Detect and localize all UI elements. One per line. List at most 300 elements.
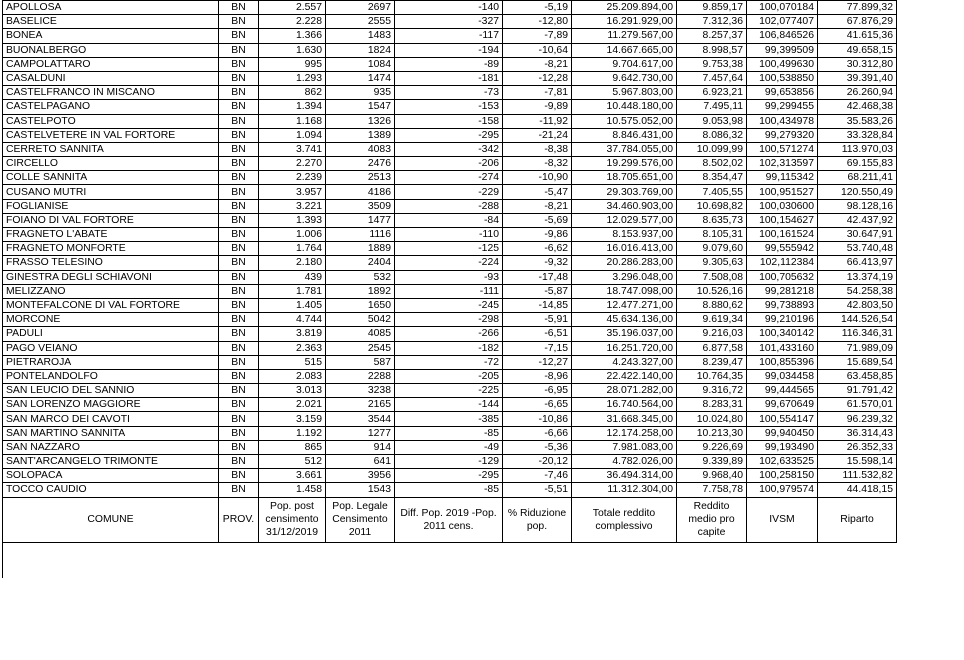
cell-totale: 8.153.937,00 <box>572 228 677 242</box>
table-row <box>3 199 897 213</box>
cell-riduzione: -5,47 <box>503 185 572 199</box>
cell-comune: CAMPOLATTARO <box>3 57 219 71</box>
cell-pop-legale: 1277 <box>326 426 395 440</box>
cell-pop-post: 512 <box>259 455 326 469</box>
table-row <box>3 242 897 256</box>
cell-prov: BN <box>219 29 259 43</box>
cell-totale: 16.016.413,00 <box>572 242 677 256</box>
cell-pop-legale: 1084 <box>326 57 395 71</box>
cell-pop-legale: 1892 <box>326 284 395 298</box>
table-row <box>3 398 897 412</box>
cell-prov: BN <box>219 1 259 15</box>
cell-totale: 12.029.577,00 <box>572 213 677 227</box>
cell-riduzione: -8,21 <box>503 199 572 213</box>
cell-pop-legale: 2555 <box>326 15 395 29</box>
cell-reddito-medio: 7.758,78 <box>677 483 747 497</box>
cell-comune: SOLOPACA <box>3 469 219 483</box>
cell-diff: -140 <box>395 1 503 15</box>
table-row <box>3 412 897 426</box>
cell-riduzione: -12,27 <box>503 355 572 369</box>
cell-riduzione: -8,38 <box>503 142 572 156</box>
table-row <box>3 157 897 171</box>
cell-totale: 14.667.665,00 <box>572 43 677 57</box>
cell-ivsm: 100,979574 <box>747 483 818 497</box>
cell-reddito-medio: 10.764,35 <box>677 369 747 383</box>
cell-diff: -342 <box>395 142 503 156</box>
cell-riparto: 35.583,26 <box>818 114 897 128</box>
cell-riparto: 96.239,32 <box>818 412 897 426</box>
cell-prov: BN <box>219 57 259 71</box>
cell-pop-legale: 4083 <box>326 142 395 156</box>
cell-pop-post: 2.270 <box>259 157 326 171</box>
cell-ivsm: 99,738893 <box>747 298 818 312</box>
cell-pop-post: 3.661 <box>259 469 326 483</box>
cell-totale: 18.747.098,00 <box>572 284 677 298</box>
cell-reddito-medio: 8.105,31 <box>677 228 747 242</box>
cell-pop-legale: 4186 <box>326 185 395 199</box>
cell-totale: 10.448.180,00 <box>572 100 677 114</box>
cell-totale: 12.477.271,00 <box>572 298 677 312</box>
cell-pop-post: 2.239 <box>259 171 326 185</box>
cell-riduzione: -21,24 <box>503 128 572 142</box>
cell-riduzione: -5,91 <box>503 313 572 327</box>
table-row <box>3 228 897 242</box>
table-row <box>3 426 897 440</box>
cell-reddito-medio: 9.305,63 <box>677 256 747 270</box>
table-row <box>3 455 897 469</box>
cell-totale: 45.634.136,00 <box>572 313 677 327</box>
cell-pop-legale: 1889 <box>326 242 395 256</box>
cell-comune: BUONALBERGO <box>3 43 219 57</box>
cell-riduzione: -14,85 <box>503 298 572 312</box>
table-row <box>3 185 897 199</box>
cell-totale: 16.740.564,00 <box>572 398 677 412</box>
cell-diff: -295 <box>395 128 503 142</box>
table-row <box>3 298 897 312</box>
cell-pop-legale: 532 <box>326 270 395 284</box>
cell-diff: -194 <box>395 43 503 57</box>
cell-prov: BN <box>219 114 259 128</box>
cell-prov: BN <box>219 71 259 85</box>
cell-pop-post: 1.393 <box>259 213 326 227</box>
cell-diff: -225 <box>395 384 503 398</box>
table-row <box>3 142 897 156</box>
cell-pop-legale: 1389 <box>326 128 395 142</box>
cell-riduzione: -8,96 <box>503 369 572 383</box>
header-diff: Diff. Pop. 2019 -Pop. 2011 cens. <box>395 497 503 542</box>
cell-reddito-medio: 8.354,47 <box>677 171 747 185</box>
cell-pop-post: 1.394 <box>259 100 326 114</box>
cell-riduzione: -12,80 <box>503 15 572 29</box>
cell-reddito-medio: 10.213,30 <box>677 426 747 440</box>
cell-comune: GINESTRA DEGLI SCHIAVONI <box>3 270 219 284</box>
cell-totale: 11.312.304,00 <box>572 483 677 497</box>
cell-prov: BN <box>219 100 259 114</box>
cell-pop-post: 862 <box>259 86 326 100</box>
cell-ivsm: 101,433160 <box>747 341 818 355</box>
cell-pop-legale: 2404 <box>326 256 395 270</box>
cell-pop-legale: 3544 <box>326 412 395 426</box>
cell-riduzione: -7,15 <box>503 341 572 355</box>
cell-prov: BN <box>219 256 259 270</box>
table-row <box>3 100 897 114</box>
cell-prov: BN <box>219 157 259 171</box>
cell-pop-post: 515 <box>259 355 326 369</box>
cell-comune: MORCONE <box>3 313 219 327</box>
cell-riparto: 26.352,33 <box>818 440 897 454</box>
cell-comune: SAN MARCO DEI CAVOTI <box>3 412 219 426</box>
header-pop-post: Pop. post censimento 31/12/2019 <box>259 497 326 542</box>
cell-reddito-medio: 8.635,73 <box>677 213 747 227</box>
cell-prov: BN <box>219 86 259 100</box>
cell-pop-post: 995 <box>259 57 326 71</box>
cell-riparto: 68.211,41 <box>818 171 897 185</box>
table-row <box>3 369 897 383</box>
cell-diff: -245 <box>395 298 503 312</box>
table-row <box>3 327 897 341</box>
cell-totale: 35.196.037,00 <box>572 327 677 341</box>
cell-comune: CASTELPOTO <box>3 114 219 128</box>
cell-riparto: 53.740,48 <box>818 242 897 256</box>
cell-reddito-medio: 6.923,21 <box>677 86 747 100</box>
cell-diff: -49 <box>395 440 503 454</box>
cell-riparto: 69.155,83 <box>818 157 897 171</box>
cell-reddito-medio: 8.998,57 <box>677 43 747 57</box>
cell-prov: BN <box>219 43 259 57</box>
cell-ivsm: 99,281218 <box>747 284 818 298</box>
cell-pop-legale: 3956 <box>326 469 395 483</box>
cell-riparto: 98.128,16 <box>818 199 897 213</box>
cell-riparto: 13.374,19 <box>818 270 897 284</box>
cell-riduzione: -6,66 <box>503 426 572 440</box>
cell-riparto: 42.803,50 <box>818 298 897 312</box>
table-row <box>3 213 897 227</box>
cell-comune: FRAGNETO L'ABATE <box>3 228 219 242</box>
cell-totale: 9.704.617,00 <box>572 57 677 71</box>
cell-diff: -385 <box>395 412 503 426</box>
cell-pop-post: 2.180 <box>259 256 326 270</box>
cell-totale: 25.209.894,00 <box>572 1 677 15</box>
cell-pop-post: 3.957 <box>259 185 326 199</box>
table-row <box>3 15 897 29</box>
cell-prov: BN <box>219 384 259 398</box>
cell-prov: BN <box>219 128 259 142</box>
cell-comune: CUSANO MUTRI <box>3 185 219 199</box>
cell-pop-legale: 2288 <box>326 369 395 383</box>
cell-reddito-medio: 10.698,82 <box>677 199 747 213</box>
cell-pop-post: 1.094 <box>259 128 326 142</box>
cell-riduzione: -5,36 <box>503 440 572 454</box>
cell-pop-post: 439 <box>259 270 326 284</box>
cell-pop-legale: 1824 <box>326 43 395 57</box>
cell-riduzione: -11,92 <box>503 114 572 128</box>
cell-diff: -117 <box>395 29 503 43</box>
cell-pop-post: 1.006 <box>259 228 326 242</box>
cell-pop-post: 1.405 <box>259 298 326 312</box>
cell-pop-post: 2.228 <box>259 15 326 29</box>
cell-prov: BN <box>219 412 259 426</box>
cell-comune: SAN MARTINO SANNITA <box>3 426 219 440</box>
cell-ivsm: 99,034458 <box>747 369 818 383</box>
cell-pop-post: 2.557 <box>259 1 326 15</box>
cell-reddito-medio: 9.053,98 <box>677 114 747 128</box>
cell-comune: FRASSO TELESINO <box>3 256 219 270</box>
cell-pop-legale: 2165 <box>326 398 395 412</box>
cell-diff: -111 <box>395 284 503 298</box>
cell-prov: BN <box>219 327 259 341</box>
cell-prov: BN <box>219 440 259 454</box>
cell-prov: BN <box>219 284 259 298</box>
cell-prov: BN <box>219 213 259 227</box>
table-row <box>3 256 897 270</box>
cell-ivsm: 99,670649 <box>747 398 818 412</box>
cell-pop-legale: 2513 <box>326 171 395 185</box>
cell-diff: -288 <box>395 199 503 213</box>
cell-comune: SANT'ARCANGELO TRIMONTE <box>3 455 219 469</box>
cell-diff: -85 <box>395 483 503 497</box>
cell-prov: BN <box>219 483 259 497</box>
cell-totale: 3.296.048,00 <box>572 270 677 284</box>
cell-diff: -158 <box>395 114 503 128</box>
cell-pop-post: 1.781 <box>259 284 326 298</box>
cell-pop-legale: 4085 <box>326 327 395 341</box>
cell-diff: -182 <box>395 341 503 355</box>
cell-pop-legale: 1116 <box>326 228 395 242</box>
cell-riduzione: -7,89 <box>503 29 572 43</box>
cell-diff: -327 <box>395 15 503 29</box>
cell-comune: PONTELANDOLFO <box>3 369 219 383</box>
cell-diff: -224 <box>395 256 503 270</box>
cell-prov: BN <box>219 426 259 440</box>
cell-ivsm: 102,633525 <box>747 455 818 469</box>
cell-ivsm: 100,340142 <box>747 327 818 341</box>
table-row <box>3 43 897 57</box>
cell-prov: BN <box>219 270 259 284</box>
cell-prov: BN <box>219 185 259 199</box>
cell-ivsm: 100,571274 <box>747 142 818 156</box>
cell-totale: 28.071.282,00 <box>572 384 677 398</box>
cell-comune: SAN NAZZARO <box>3 440 219 454</box>
cell-riduzione: -6,51 <box>503 327 572 341</box>
cell-riduzione: -7,46 <box>503 469 572 483</box>
cell-riduzione: -6,62 <box>503 242 572 256</box>
cell-ivsm: 99,193490 <box>747 440 818 454</box>
cell-pop-post: 4.744 <box>259 313 326 327</box>
cell-ivsm: 100,855396 <box>747 355 818 369</box>
cell-diff: -129 <box>395 455 503 469</box>
cell-comune: CASTELVETERE IN VAL FORTORE <box>3 128 219 142</box>
header-riduzione: % Riduzione pop. <box>503 497 572 542</box>
cell-ivsm: 99,115342 <box>747 171 818 185</box>
cell-comune: FOGLIANISE <box>3 199 219 213</box>
cell-ivsm: 99,555942 <box>747 242 818 256</box>
cell-diff: -266 <box>395 327 503 341</box>
cell-comune: CASTELFRANCO IN MISCANO <box>3 86 219 100</box>
cell-reddito-medio: 9.968,40 <box>677 469 747 483</box>
cell-pop-legale: 1543 <box>326 483 395 497</box>
table-row <box>3 483 897 497</box>
cell-ivsm: 100,538850 <box>747 71 818 85</box>
cell-pop-post: 3.013 <box>259 384 326 398</box>
cell-diff: -205 <box>395 369 503 383</box>
cell-ivsm: 99,444565 <box>747 384 818 398</box>
cell-ivsm: 99,279320 <box>747 128 818 142</box>
cell-reddito-medio: 9.619,34 <box>677 313 747 327</box>
cell-riparto: 120.550,49 <box>818 185 897 199</box>
cell-pop-legale: 5042 <box>326 313 395 327</box>
cell-pop-legale: 3509 <box>326 199 395 213</box>
table-row <box>3 71 897 85</box>
cell-prov: BN <box>219 355 259 369</box>
header-row <box>3 497 897 542</box>
cell-ivsm: 100,499630 <box>747 57 818 71</box>
cell-totale: 19.299.576,00 <box>572 157 677 171</box>
cell-ivsm: 99,940450 <box>747 426 818 440</box>
cell-riduzione: -6,65 <box>503 398 572 412</box>
cell-riduzione: -5,51 <box>503 483 572 497</box>
cell-prov: BN <box>219 171 259 185</box>
cell-ivsm: 100,951527 <box>747 185 818 199</box>
cell-pop-legale: 1474 <box>326 71 395 85</box>
cell-pop-legale: 3238 <box>326 384 395 398</box>
cell-prov: BN <box>219 341 259 355</box>
cell-diff: -295 <box>395 469 503 483</box>
cell-pop-legale: 587 <box>326 355 395 369</box>
cell-totale: 22.422.140,00 <box>572 369 677 383</box>
cell-totale: 11.279.567,00 <box>572 29 677 43</box>
cell-ivsm: 100,154627 <box>747 213 818 227</box>
cell-comune: APOLLOSA <box>3 1 219 15</box>
cell-comune: BASELICE <box>3 15 219 29</box>
cell-riduzione: -8,21 <box>503 57 572 71</box>
cell-diff: -72 <box>395 355 503 369</box>
cell-ivsm: 99,299455 <box>747 100 818 114</box>
cell-diff: -93 <box>395 270 503 284</box>
header-totale: Totale reddito complessivo <box>572 497 677 542</box>
header-riparto: Riparto <box>818 497 897 542</box>
cell-reddito-medio: 10.526,16 <box>677 284 747 298</box>
header-prov: PROV. <box>219 497 259 542</box>
table-row <box>3 355 897 369</box>
cell-reddito-medio: 8.257,37 <box>677 29 747 43</box>
cell-riparto: 67.876,29 <box>818 15 897 29</box>
cell-prov: BN <box>219 298 259 312</box>
cell-pop-legale: 2545 <box>326 341 395 355</box>
cell-reddito-medio: 7.405,55 <box>677 185 747 199</box>
cell-comune: CASTELPAGANO <box>3 100 219 114</box>
cell-riduzione: -8,32 <box>503 157 572 171</box>
cell-diff: -298 <box>395 313 503 327</box>
cell-ivsm: 100,258150 <box>747 469 818 483</box>
table-row <box>3 29 897 43</box>
cell-riparto: 30.647,91 <box>818 228 897 242</box>
cell-reddito-medio: 7.457,64 <box>677 71 747 85</box>
cell-riduzione: -7,81 <box>503 86 572 100</box>
cell-riparto: 61.570,01 <box>818 398 897 412</box>
cell-diff: -144 <box>395 398 503 412</box>
cell-prov: BN <box>219 15 259 29</box>
cell-pop-post: 865 <box>259 440 326 454</box>
cell-riduzione: -9,89 <box>503 100 572 114</box>
cell-ivsm: 106,846526 <box>747 29 818 43</box>
cell-riduzione: -20,12 <box>503 455 572 469</box>
cell-pop-post: 2.083 <box>259 369 326 383</box>
cell-pop-post: 1.764 <box>259 242 326 256</box>
cell-totale: 18.705.651,00 <box>572 171 677 185</box>
cell-pop-legale: 1483 <box>326 29 395 43</box>
cell-ivsm: 100,161524 <box>747 228 818 242</box>
cell-comune: BONEA <box>3 29 219 43</box>
cell-comune: MONTEFALCONE DI VAL FORTORE <box>3 298 219 312</box>
data-table <box>2 0 897 543</box>
cell-reddito-medio: 9.859,17 <box>677 1 747 15</box>
cell-riduzione: -9,86 <box>503 228 572 242</box>
cell-pop-legale: 1547 <box>326 100 395 114</box>
cell-pop-post: 3.741 <box>259 142 326 156</box>
cell-diff: -110 <box>395 228 503 242</box>
cell-comune: PADULI <box>3 327 219 341</box>
table-row <box>3 128 897 142</box>
cell-riparto: 39.391,40 <box>818 71 897 85</box>
cell-pop-post: 1.366 <box>259 29 326 43</box>
cell-riparto: 33.328,84 <box>818 128 897 142</box>
cell-pop-post: 3.159 <box>259 412 326 426</box>
cell-totale: 12.174.258,00 <box>572 426 677 440</box>
cell-comune: FOIANO DI VAL FORTORE <box>3 213 219 227</box>
cell-prov: BN <box>219 199 259 213</box>
table-row <box>3 313 897 327</box>
header-pop-legale: Pop. Legale Censimento 2011 <box>326 497 395 542</box>
cell-comune: SAN LORENZO MAGGIORE <box>3 398 219 412</box>
table-row <box>3 469 897 483</box>
cell-reddito-medio: 9.216,03 <box>677 327 747 341</box>
cell-ivsm: 102,112384 <box>747 256 818 270</box>
cell-diff: -84 <box>395 213 503 227</box>
cell-riduzione: -5,69 <box>503 213 572 227</box>
cell-comune: FRAGNETO MONFORTE <box>3 242 219 256</box>
cell-riduzione: -10,86 <box>503 412 572 426</box>
cell-diff: -153 <box>395 100 503 114</box>
cell-totale: 5.967.803,00 <box>572 86 677 100</box>
cell-pop-legale: 2476 <box>326 157 395 171</box>
cell-totale: 29.303.769,00 <box>572 185 677 199</box>
cell-ivsm: 99,653856 <box>747 86 818 100</box>
cell-totale: 4.782.026,00 <box>572 455 677 469</box>
cell-totale: 36.494.314,00 <box>572 469 677 483</box>
cell-ivsm: 102,077407 <box>747 15 818 29</box>
cell-comune: SAN LEUCIO DEL SANNIO <box>3 384 219 398</box>
cell-riparto: 77.899,32 <box>818 1 897 15</box>
cell-pop-legale: 641 <box>326 455 395 469</box>
cell-riparto: 36.314,43 <box>818 426 897 440</box>
cell-riduzione: -10,64 <box>503 43 572 57</box>
cell-prov: BN <box>219 369 259 383</box>
cell-reddito-medio: 7.508,08 <box>677 270 747 284</box>
cell-reddito-medio: 8.502,02 <box>677 157 747 171</box>
cell-ivsm: 99,210196 <box>747 313 818 327</box>
cell-pop-post: 3.819 <box>259 327 326 341</box>
cell-ivsm: 99,399509 <box>747 43 818 57</box>
cell-totale: 37.784.055,00 <box>572 142 677 156</box>
cell-ivsm: 100,434978 <box>747 114 818 128</box>
cell-comune: MELIZZANO <box>3 284 219 298</box>
header-reddito-medio: Reddito medio pro capite <box>677 497 747 542</box>
cell-diff: -181 <box>395 71 503 85</box>
cell-pop-post: 2.021 <box>259 398 326 412</box>
cell-riduzione: -6,95 <box>503 384 572 398</box>
cell-diff: -229 <box>395 185 503 199</box>
cell-pop-post: 1.192 <box>259 426 326 440</box>
